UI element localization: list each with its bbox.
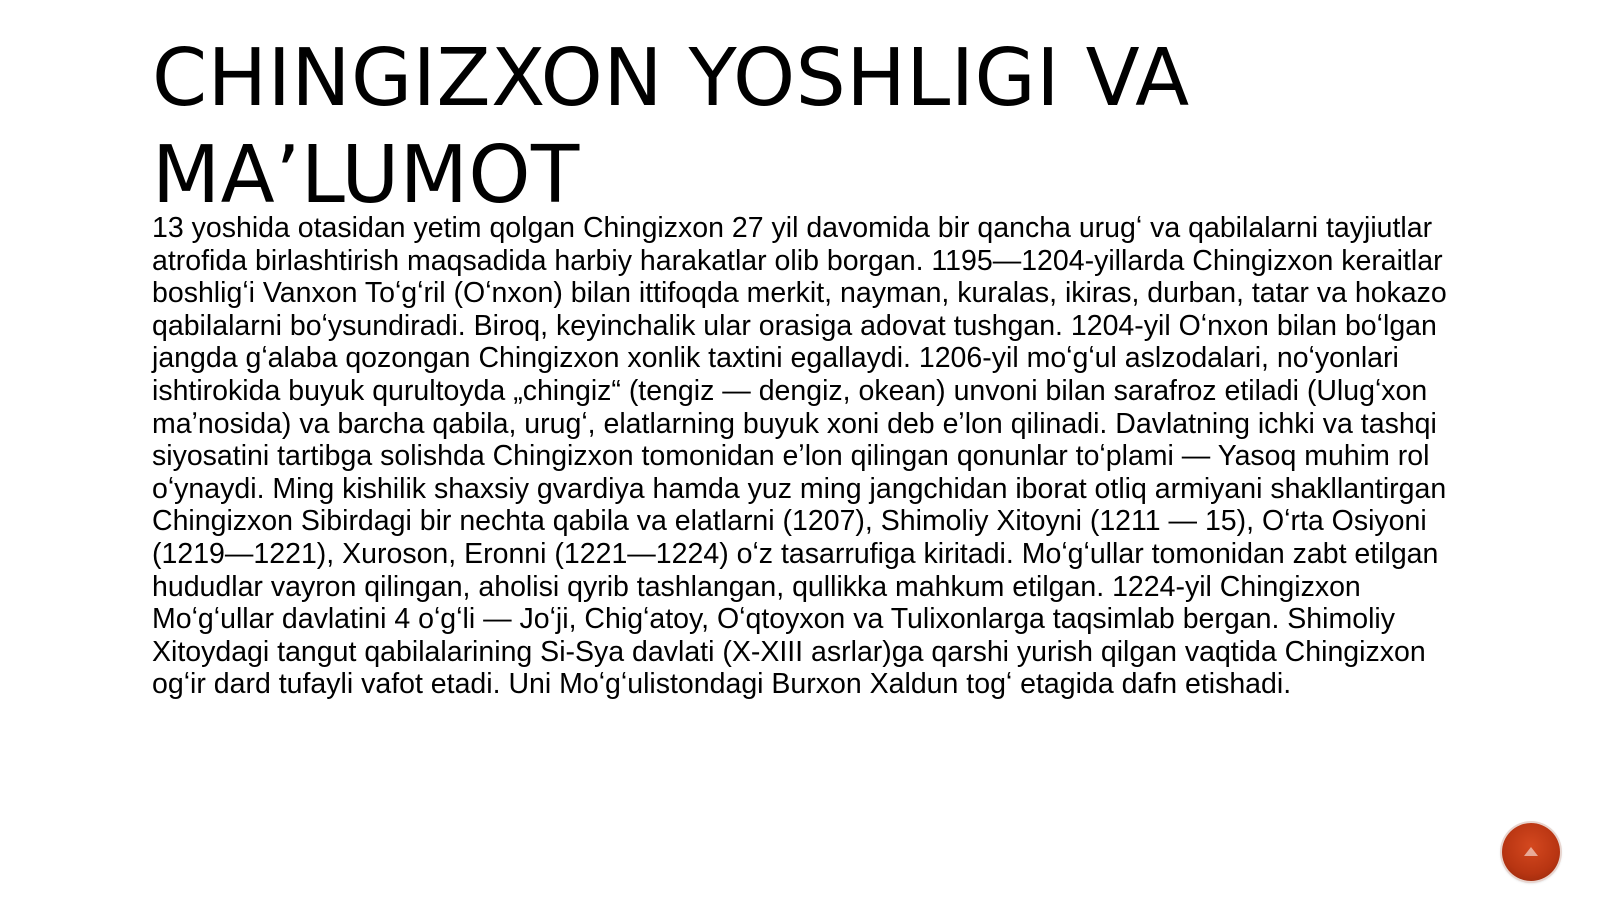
slide-body-text: 13 yoshida otasidan yetim qolgan Chingizxon 27 yil davomida bir qancha urugʻ va qabilalarni tayjiutlar atrofida birlashtirish maqsadida harbiy harakatlar olib borgan. 1195—1204-yillarda Chingizxon keraitlar boshligʻi Vanxon Toʻgʻril (Oʻnxon) bilan ittifoqda merkit, nayman, kuralas, ikiras, durban, tatar va hokazo qabilalarni boʻysundiradi. Biroq, keyinchalik ular orasiga adovat tushgan. 1204-yil Oʻnxon bilan boʻlgan jangda gʻalaba qozongan Chingizxon xonlik taxtini egallaydi. 1206-yil moʻgʻul aslzodalari, noʻyonlari ishtirokida buyuk qurultoyda „chingiz“ (tengiz — dengiz, okean) unvoni bilan sarafroz etiladi (Ulugʻxon maʼnosida) va barcha qabila, urugʻ, elatlarning buyuk xoni deb eʼlon qilinadi. Davlatning ichki va tashqi siyosatini tartibga solishda Chingizxon tomonidan eʼlon qilingan qonunlar toʻplami — Yasoq muhim rol oʻynaydi. Ming kishilik shaxsiy gvardiya hamda yuz ming jangchidan iborat otliq armiyani shakllantirgan Chingizxon Sibirdagi bir nechta qabila va elatlarni (1207), Shimoliy Xitoyni (1211 — 15), Oʻrta Osiyoni (1219—1221), Xuroson, Eronni (1221—1224) oʻz tasarrufiga kiritadi. Moʻgʻullar tomonidan zabt etilgan hududlar vayron qilingan, aholisi qyrib tashlangan, qullikka mahkum etilgan. 1224-yil Chingizxon Moʻgʻullar davlatini 4 oʻgʻli — Joʻji, Chigʻatoy, Oʻqtoyxon va Tulixonlarga taqsimlab bergan. Shimoliy Xitoydagi tangut qabilalarining Si-Sya davlati (X-XIII asrlar)ga qarshi yurish qilgan vaqtida Chingizxon ogʻir dard tufayli vafot etadi. Uni Moʻgʻulistondagi Burxon Xaldun togʻ etagida dafn etishadi. <box>152 212 1447 701</box>
up-arrow-icon <box>1524 847 1538 856</box>
slide-nav-button[interactable] <box>1502 823 1560 881</box>
slide-title: CHINGIZXON YOSHLIGI VA MA’LUMOT <box>152 32 1190 221</box>
